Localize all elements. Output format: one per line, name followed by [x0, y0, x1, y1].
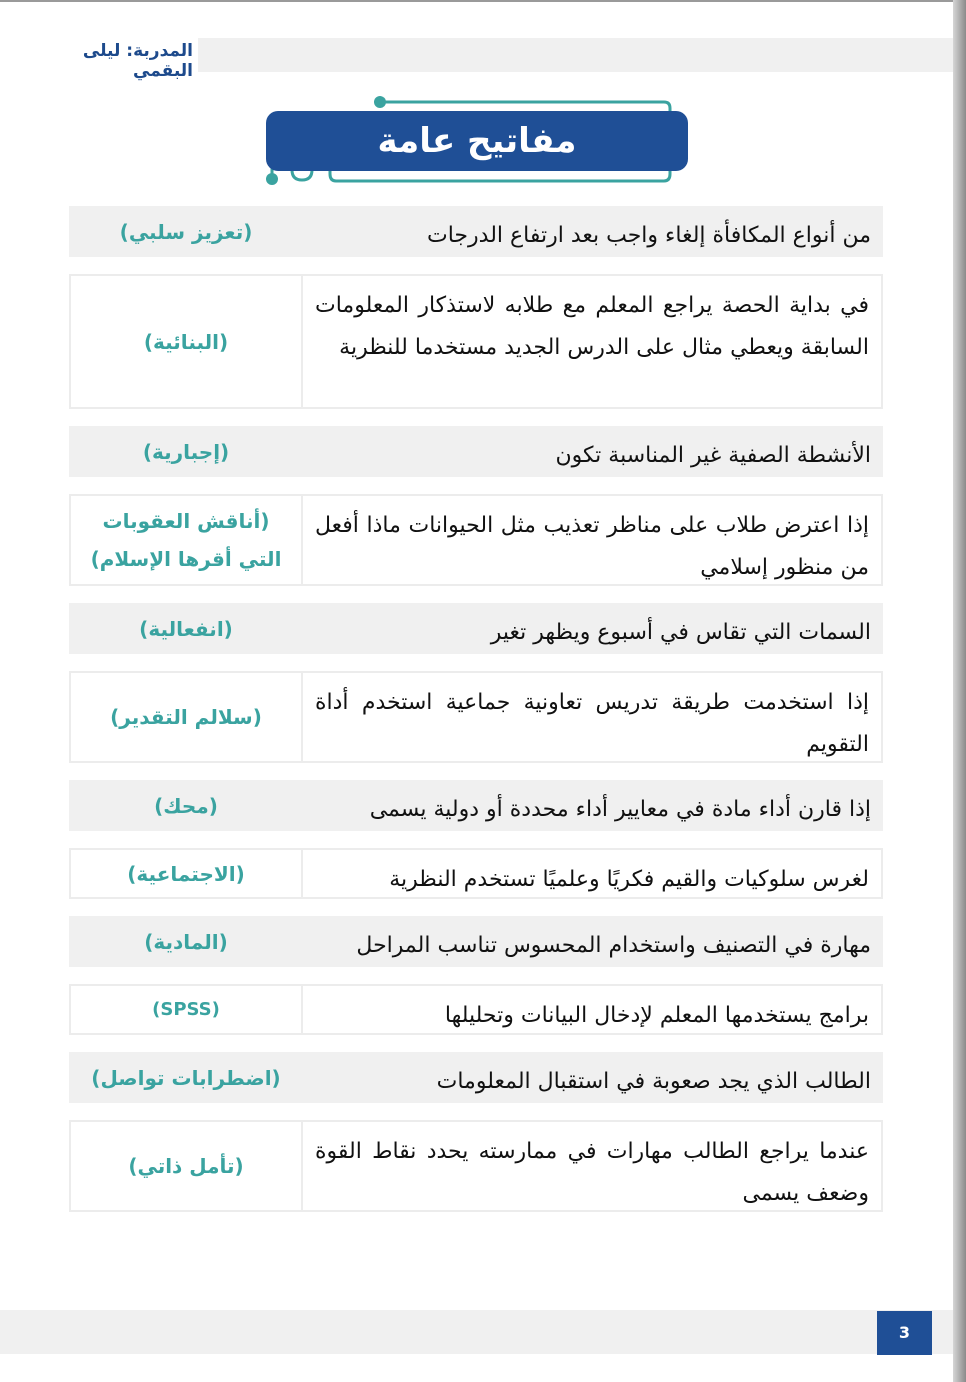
question-text: إذا استخدمت طريقة تدريس تعاونية جماعية استخدم أداة التقويم — [301, 673, 881, 761]
answer-text: (الاجتماعية) — [127, 861, 245, 886]
answer-text: (تأمل ذاتي) — [128, 1154, 244, 1178]
table-row — [69, 426, 883, 477]
answer-text: (أناقش العقوبات التي أقرها الإسلام) — [90, 509, 282, 571]
qa-table — [69, 206, 883, 1229]
answer-text: (انفعالية) — [139, 616, 233, 641]
answer-text: (البنائية) — [143, 329, 229, 354]
question-text: لغرس سلوكيات والقيم فكريًا وعلميًا تستخدم النظرية — [301, 850, 881, 897]
question-text: في بداية الحصة يراجع المعلم مع طلابه لاستذكار المعلومات السابقة ويعطي مثال على الدرس الجديد مستخدما للنظرية — [301, 276, 881, 407]
question-text: إذا اعترض طلاب على مناظر تعذيب مثل الحيوانات ماذا أفعل من منظور إسلامي — [301, 496, 881, 584]
question-text: عندما يراجع الطالب مهارات في ممارسته يحدد نقاط القوة وضعف يسمى — [301, 1122, 881, 1210]
question-text: برامج يستخدمها المعلم لإدخال البيانات وتحليلها — [301, 986, 881, 1033]
table-row — [69, 671, 883, 763]
table-row — [69, 780, 883, 831]
page-top-edge — [0, 0, 966, 2]
question-text: السمات التي تقاس في أسبوع ويظهر تغير — [490, 620, 871, 645]
table-row — [69, 848, 883, 899]
table-row — [69, 494, 883, 586]
table-row — [69, 916, 883, 967]
page-title: مفاتيح عامة — [377, 121, 577, 161]
page-right-edge — [953, 0, 966, 1382]
question-text: مهارة في التصنيف واستخدام المحسوس تناسب المراحل — [356, 933, 871, 958]
trainer-name: المدربة: ليلى البقمي — [82, 41, 193, 81]
table-row — [69, 1120, 883, 1212]
answer-text: (إجبارية) — [142, 439, 230, 464]
answer-text: (المادية) — [144, 929, 228, 954]
table-row — [69, 984, 883, 1035]
answer-text: (محك) — [154, 793, 218, 818]
answer-text: (سلالم التقدير) — [110, 705, 262, 729]
title-banner — [262, 94, 692, 190]
footer-bar — [0, 1310, 953, 1354]
table-row — [69, 206, 883, 257]
question-text: إذا قارن أداء مادة في معايير أداء محددة أو دولية يسمى — [369, 797, 871, 822]
header-bar — [198, 38, 953, 72]
answer-text: (SPSS) — [152, 998, 220, 1020]
question-text: الطالب الذي يجد صعوبة في استقبال المعلومات — [436, 1069, 871, 1094]
answer-text: (اضطرابات تواصل) — [91, 1065, 281, 1090]
question-text: من أنواع المكافأة إلغاء واجب بعد ارتفاع الدرجات — [427, 223, 871, 248]
table-row — [69, 603, 883, 654]
table-row — [69, 274, 883, 409]
question-text: الأنشطة الصفية غير المناسبة تكون — [555, 443, 871, 468]
table-row — [69, 1052, 883, 1103]
answer-text: (تعزيز سلبي) — [119, 219, 253, 244]
page-number: 3 — [877, 1311, 932, 1355]
